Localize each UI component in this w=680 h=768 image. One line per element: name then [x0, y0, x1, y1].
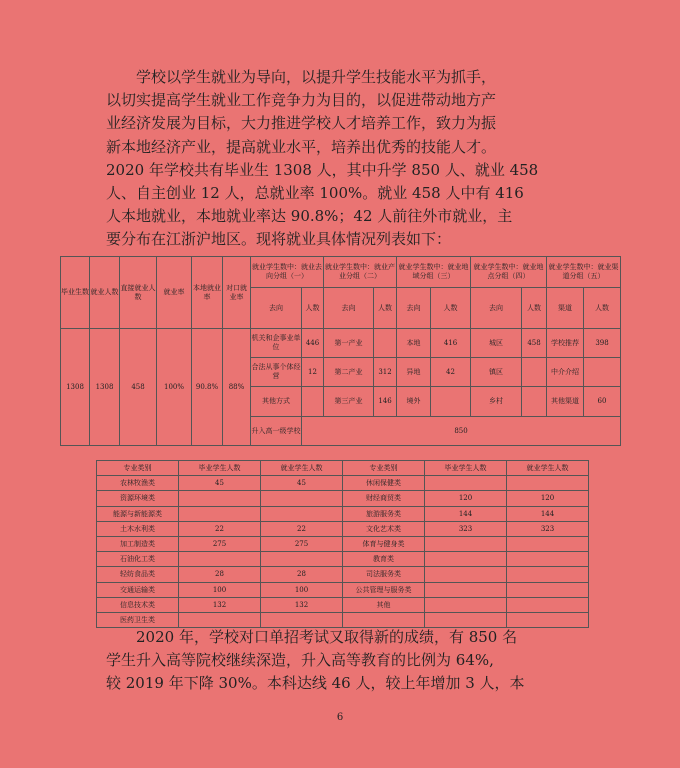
intro-line: 学校以学生就业为导向，以提升学生技能水平为抓手，: [136, 68, 497, 86]
subheader: 去向: [324, 288, 374, 329]
table-cell: 农林牧渔类: [97, 476, 179, 491]
intro-paragraph: [106, 66, 576, 252]
further-study-value: 850: [302, 417, 621, 446]
cell: 中介介绍: [547, 358, 584, 387]
cell: 第一产业: [324, 329, 374, 358]
intro-line: 2020 年学校共有毕业生 1308 人，其中升学 850 人、就业 458: [106, 160, 539, 179]
table-cell: 275: [179, 536, 261, 551]
table-cell: 22: [179, 521, 261, 536]
table-cell: [425, 536, 507, 551]
cell: 60: [584, 387, 621, 417]
table-cell: [425, 597, 507, 612]
table-cell: 22: [261, 521, 343, 536]
table-cell: [261, 506, 343, 521]
table-cell: 土木水利类: [97, 521, 179, 536]
subheader: 去向: [251, 288, 302, 329]
cell: 机关和企事业单位: [251, 329, 302, 358]
table-cell: 144: [425, 506, 507, 521]
table-cell: 132: [261, 597, 343, 612]
table-cell: 其他: [343, 597, 425, 612]
header-match-rate: 对口就业率: [223, 257, 251, 329]
table-cell: 交通运输类: [97, 582, 179, 597]
table-cell: [425, 476, 507, 491]
header-group-2: 就业学生数中：就业产业分组（二）: [324, 257, 397, 288]
cell: 镇区: [471, 358, 522, 387]
subheader: 人数: [431, 288, 471, 329]
table-row: [97, 536, 589, 551]
subheader: 人数: [522, 288, 547, 329]
cell: 416: [431, 329, 471, 358]
header-rate: 就业率: [157, 257, 192, 329]
column-header: 毕业学生人数: [179, 461, 261, 476]
cell: [584, 358, 621, 387]
cell: [302, 387, 324, 417]
cell: 42: [431, 358, 471, 387]
header-local-rate: 本地就业率: [192, 257, 223, 329]
column-header: 专业类别: [343, 461, 425, 476]
cell: 乡村: [471, 387, 522, 417]
header-group-3: 就业学生数中：就业地域分组（三）: [397, 257, 471, 288]
cell: 异地: [397, 358, 431, 387]
table-cell: 132: [179, 597, 261, 612]
further-study-label: 升入高一级学校: [251, 417, 302, 446]
table-cell: [507, 536, 589, 551]
admission-line: 2020 年，学校对口单招考试又取得新的成绩，有 850 名: [136, 628, 518, 646]
table-cell: 能源与新能源类: [97, 506, 179, 521]
admission-paragraph: [106, 626, 576, 696]
table-cell: 教育类: [343, 552, 425, 567]
header-employed: 就业人数: [90, 257, 120, 329]
table-cell: 财经商贸类: [343, 491, 425, 506]
header-graduates: 毕业生数: [61, 257, 90, 329]
table-cell: 公共管理与服务类: [343, 582, 425, 597]
table-cell: 司法服务类: [343, 567, 425, 582]
table-cell: [507, 567, 589, 582]
admission-line: 较 2019 年下降 30%。本科达线 46 人，较上年增加 3 人，本: [106, 674, 525, 693]
intro-line: 以切实提高学生就业工作竞争力为目的，以促进带动地方产: [106, 91, 497, 110]
table-cell: [507, 476, 589, 491]
cell: [522, 358, 547, 387]
cell: 146: [374, 387, 397, 417]
intro-line: 人本地就业，本地就业率达 90.8%；42 人前往外市就业，主: [106, 207, 513, 226]
header-direct: 直接就业人数: [120, 257, 157, 329]
column-header: 就业学生人数: [507, 461, 589, 476]
cell: 446: [302, 329, 324, 358]
table-cell: 28: [261, 567, 343, 582]
table-cell: 加工制造类: [97, 536, 179, 551]
table-cell: 28: [179, 567, 261, 582]
table-cell: [261, 491, 343, 506]
table-header-row: [97, 461, 589, 476]
subheader: 去向: [471, 288, 522, 329]
cell: 其他渠道: [547, 387, 584, 417]
cell: 其他方式: [251, 387, 302, 417]
value-rate: 100%: [157, 329, 192, 446]
table-cell: [179, 491, 261, 506]
subheader: 人数: [302, 288, 324, 329]
value-direct: 458: [120, 329, 157, 446]
subheader: 人数: [374, 288, 397, 329]
table-cell: [261, 552, 343, 567]
table-cell: 休闲保健类: [343, 476, 425, 491]
table-cell: 100: [179, 582, 261, 597]
table-cell: [425, 567, 507, 582]
cell: 398: [584, 329, 621, 358]
table-row: [97, 521, 589, 536]
table-cell: 45: [261, 476, 343, 491]
cell: 城区: [471, 329, 522, 358]
intro-line: 要分布在江浙沪地区。现将就业具体情况列表如下：: [106, 230, 452, 249]
table-row: [97, 506, 589, 521]
table-cell: 120: [507, 491, 589, 506]
intro-line: 新本地经济产业，提高就业水平，培养出优秀的技能人才。: [106, 137, 497, 156]
cell: 境外: [397, 387, 431, 417]
cell: 458: [522, 329, 547, 358]
table-cell: [425, 582, 507, 597]
table-cell: 120: [425, 491, 507, 506]
cell: 学校推荐: [547, 329, 584, 358]
table-row: [97, 476, 589, 491]
cell: 第二产业: [324, 358, 374, 387]
table-cell: 旅游服务类: [343, 506, 425, 521]
table-cell: 45: [179, 476, 261, 491]
table-cell: 144: [507, 506, 589, 521]
cell: [374, 329, 397, 358]
cell: [522, 387, 547, 417]
subheader: 人数: [584, 288, 621, 329]
value-employed: 1308: [90, 329, 120, 446]
table-row: [97, 491, 589, 506]
table-cell: 医药卫生类: [97, 612, 179, 627]
subheader: 渠道: [547, 288, 584, 329]
table-row: [97, 582, 589, 597]
intro-line: 业经济发展为目标，大力推进学校人才培养工作，致力为振: [106, 114, 497, 133]
table-cell: 文化艺术类: [343, 521, 425, 536]
page-number: 6: [336, 712, 344, 723]
employment-summary-table: [60, 256, 621, 446]
table-cell: [425, 552, 507, 567]
table-cell: 信息技术类: [97, 597, 179, 612]
cell: [431, 387, 471, 417]
table-cell: 100: [261, 582, 343, 597]
cell: 312: [374, 358, 397, 387]
subheader: 去向: [397, 288, 431, 329]
table-cell: [179, 506, 261, 521]
admission-line: 学生升入高等院校继续深造，升入高等教育的比例为 64%,: [106, 651, 494, 670]
table-cell: [507, 552, 589, 567]
table-cell: 石油化工类: [97, 552, 179, 567]
table-cell: 体育与健身类: [343, 536, 425, 551]
intro-line: 人、自主创业 12 人，总就业率 100%。就业 458 人中有 416: [106, 184, 524, 203]
value-graduates: 1308: [61, 329, 90, 446]
column-header: 就业学生人数: [261, 461, 343, 476]
column-header: 专业类别: [97, 461, 179, 476]
table-row: [97, 597, 589, 612]
table-row: [97, 552, 589, 567]
header-group-1: 就业学生数中：就业去向分组（一）: [251, 257, 324, 288]
table-cell: 275: [261, 536, 343, 551]
table-cell: [507, 597, 589, 612]
table-cell: 323: [425, 521, 507, 536]
table-cell: 轻纺食品类: [97, 567, 179, 582]
cell: 第三产业: [324, 387, 374, 417]
table-cell: 资源环境类: [97, 491, 179, 506]
header-group-4: 就业学生数中：就业地点分组（四）: [471, 257, 547, 288]
cell: 12: [302, 358, 324, 387]
value-local-rate: 90.8%: [192, 329, 223, 446]
column-header: 毕业学生人数: [425, 461, 507, 476]
table-cell: 323: [507, 521, 589, 536]
cell: 合法从事个体经营: [251, 358, 302, 387]
cell: 本地: [397, 329, 431, 358]
table-row: [97, 567, 589, 582]
header-group-5: 就业学生数中：就业渠道分组（五）: [547, 257, 621, 288]
table-cell: [179, 552, 261, 567]
major-employment-table: [96, 460, 589, 628]
value-match-rate: 88%: [223, 329, 251, 446]
table-cell: [507, 582, 589, 597]
